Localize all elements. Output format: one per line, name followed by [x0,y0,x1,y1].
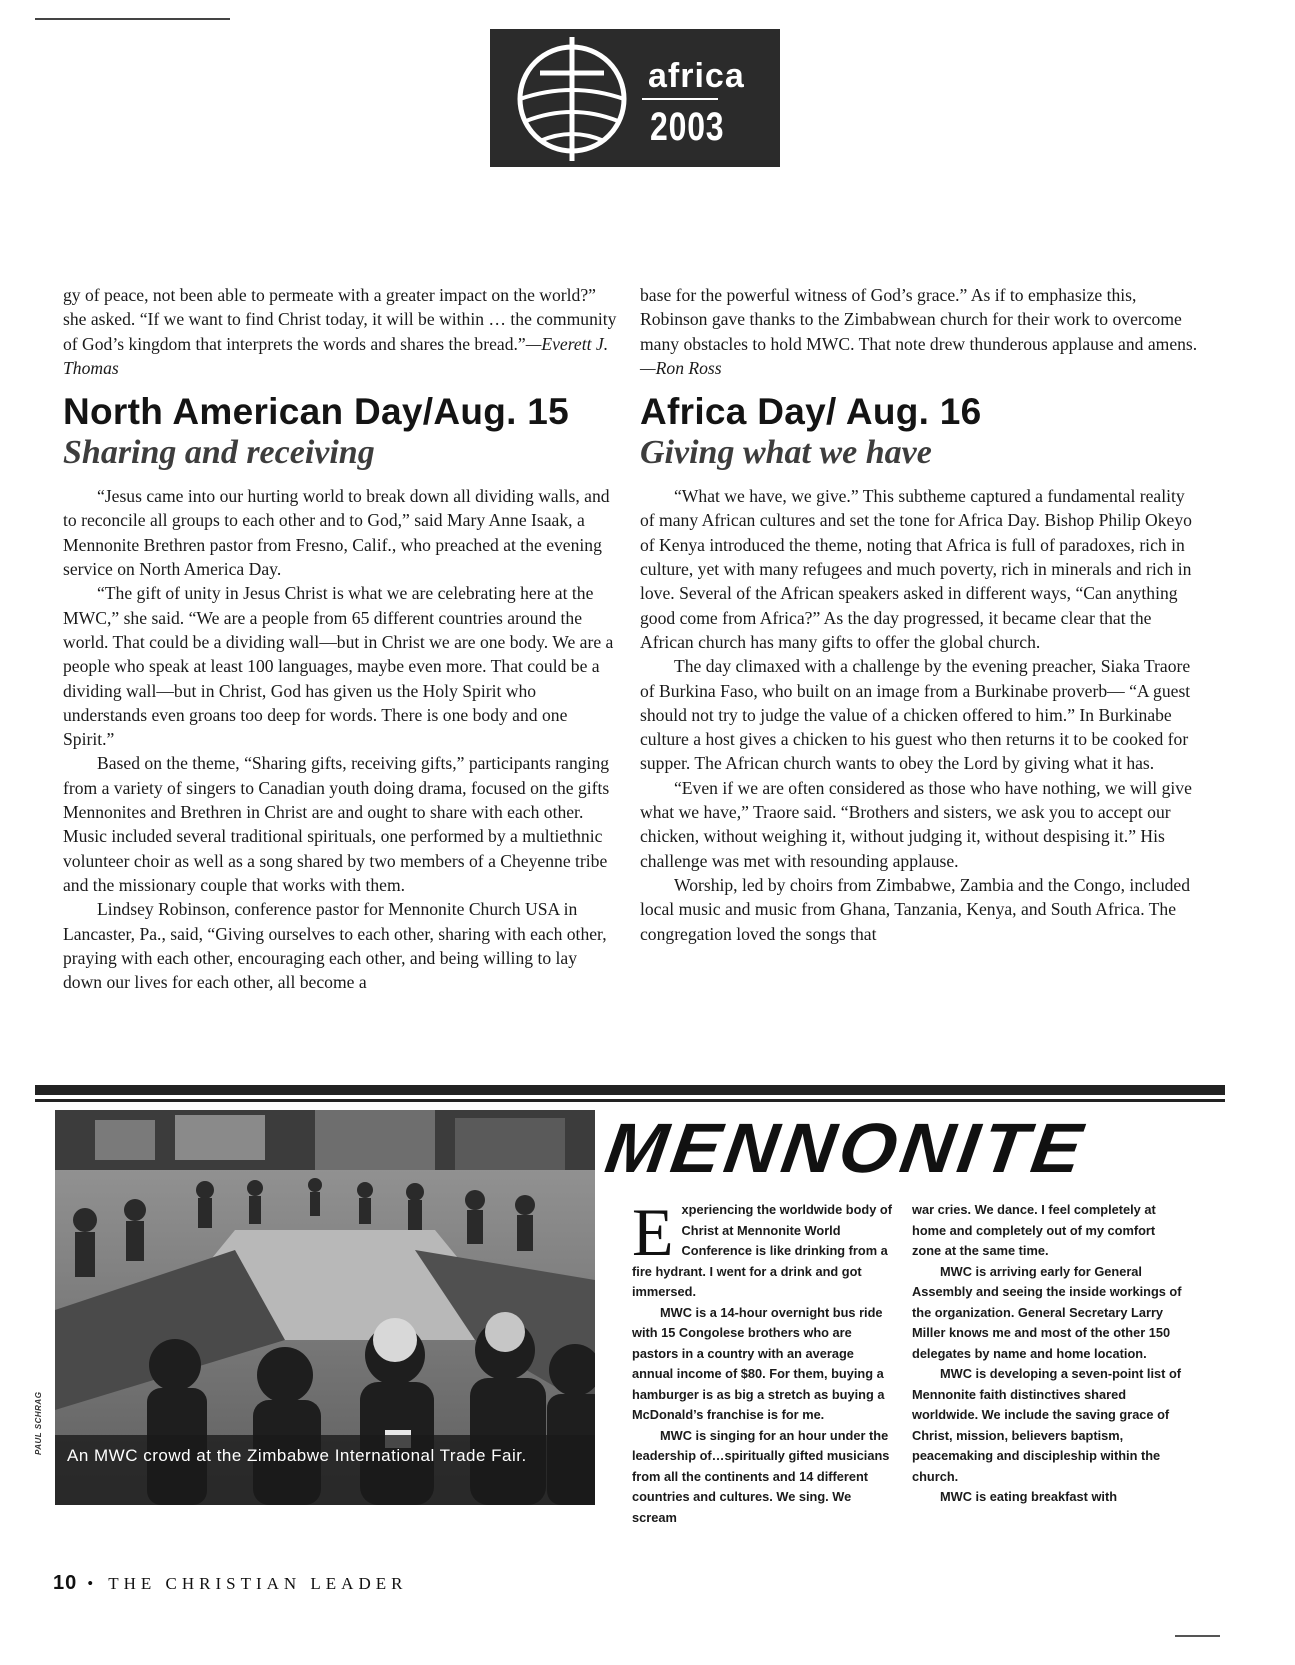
logo-word-africa: africa [648,57,745,95]
sidebar-paragraph: MWC is arriving early for General Assembly and seeing the inside workings of the organization. General Secretary Larry Miller knows me and most of the other 150 delegates by name and home location. [912,1263,1182,1361]
byline-ron-ross: —Ron Ross [640,357,722,378]
sidebar-column-2 [912,1200,1182,1508]
body-paragraph: Lindsey Robinson, conference pastor for Mennonite Church USA in Lancaster, Pa., said, “Giving ourselves to each other, sharing with each other, praying with each other, encouraging each other, and being willing to lay down our lives for each other, all become a [63,899,607,993]
africa-day-heading: Africa Day/ Aug. 16 [640,391,982,433]
sidebar-paragraph: MWC is eating breakfast with [940,1489,1118,1504]
publication-name: THE CHRISTIAN LEADER [108,1574,408,1593]
mwc-crowd-photo [55,1110,595,1505]
body-paragraph: “What we have, we give.” This subtheme captured a fundamental reality of many African cultures and set the tone for Africa Day. Bishop Philip Okeyo of Kenya introduced the theme, noting that Africa is full of paradoxes, rich in culture, yet with many refugees and much poverty, rich in minerals and rich in love. Several of the African speakers asked in different ways, “Can anything good come from Africa?” As the day progressed, it became clear that the African church has many gifts to offer the global church. [640,486,1192,652]
body-paragraph: The day climaxed with a challenge by the evening preacher, Siaka Traore of Burkina Faso, who built on an image from a Burkinabe proverb— “A guest should not try to judge the value of a chicken offered to him.” In Burkinabe culture a host gives a chicken to his guest who then returns it to be cooked for supper. The African church wants to obey the Lord by giving what it has. [640,656,1191,774]
sidebar-first-paragraph [632,1194,894,1303]
page-number: 10 [53,1572,78,1594]
bottom-rule [1175,1635,1220,1637]
section-divider-thick [35,1085,1225,1095]
dropcap-letter: E [632,1194,674,1270]
right-column [640,283,1200,946]
right-intro [640,283,1200,380]
left-column [63,283,618,994]
top-rule [35,18,230,20]
section-divider-thin [35,1099,1225,1102]
north-american-day-heading: North American Day/Aug. 15 [63,391,570,433]
byline-everett-thomas: —Everett J. Thomas [63,333,609,378]
left-intro-text: gy of peace, not been able to permeate with a greater impact on the world?” she asked. “If we want to find Christ today, it will be within … the community of God’s kingdom that interprets the words and shares the bread.” [63,285,617,354]
giving-what-we-have-subheading: Giving what we have [640,434,932,472]
footer-separator: • [87,1574,99,1593]
left-intro [63,283,618,380]
page-footer [53,1572,407,1595]
mennonite-banner: MENNONITE [600,1109,1091,1187]
body-paragraph: Worship, led by choirs from Zimbabwe, Zambia and the Congo, included local music and music from Ghana, Tanzania, Kenya, and South Africa. The congregation loved the songs that [640,874,1191,944]
photo-credit [34,1385,48,1455]
sidebar-paragraph: war cries. We dance. I feel completely at home and completely out of my comfort zone at the same time. [912,1202,1156,1258]
body-paragraph: “Jesus came into our hurting world to break down all dividing walls, and to reconcile all groups to each other and to God,” said Mary Anne Isaak, a Mennonite Brethren pastor from Fresno, Calif., who preached at the evening service on North America Day. [63,486,610,580]
sharing-receiving-subheading: Sharing and receiving [63,434,375,472]
photo-caption: An MWC crowd at the Zimbabwe International Trade Fair. [55,1435,595,1505]
sidebar-column-1 [632,1194,894,1528]
body-paragraph: Based on the theme, “Sharing gifts, receiving gifts,” participants ranging from a variety of singers to Canadian youth doing drama, focused on the gifts Mennonites and Brethren in Christ are and ought to share with each other. Music included several traditional spirituals, one performed by a multiethnic volunteer choir as well as a song shared by two members of a Cheyenne tribe and the missionary couple that works with them. [63,753,610,895]
body-paragraph: “Even if we are often considered as those who have nothing, we will give what we have,” Traore said. “Brothers and sisters, we ask you to accept our chicken, without weighing it, without judging it, without despising it.” His challenge was met with resounding applause. [640,777,1192,871]
globe-cross-icon [490,29,780,167]
photo-credit-text: PAUL SCHRAG [34,1391,43,1455]
right-intro-text: base for the powerful witness of God’s grace.” As if to emphasize this, Robinson gave thanks to the Zimbabwean church for their work to overcome many obstacles to hold MWC. That note drew thunderous applause and amens. [640,285,1198,354]
sidebar-paragraph: MWC is developing a seven-point list of Mennonite faith distinctives shared worldwide. We include the saving grace of Christ, mission, believers baptism, peacemaking and discipleship within the church. [912,1366,1182,1484]
body-paragraph: “The gift of unity in Jesus Christ is what we are celebrating here at the MWC,” she said. “We are a people from 65 different countries around the world. That could be a dividing wall—but in Christ we are one body. We are a people who speak at least 100 languages, maybe even more. That could be a dividing wall—but in Christ, God has given us the Holy Spirit who understands even groans too deep for words. There is one body and one Spirit.” [63,583,614,750]
logo-year: 2003 [650,105,725,149]
sidebar-first-text: xperiencing the worldwide body of Christ at Mennonite World Conference is like drinking from a fire hydrant. I went for a drink and got immersed. [632,1202,893,1299]
sidebar-paragraph: MWC is a 14-hour overnight bus ride with 15 Congolese brothers who are pastors in a country with an average annual income of $80. For them, buying a hamburger is as big a stretch as buying a McDonald’s franchise is for me. [632,1304,885,1422]
sidebar-paragraph: MWC is singing for an hour under the leadership of…spiritually gifted musicians from all the continents and 14 different countries and cultures. We sing. We scream [632,1427,890,1525]
africa-2003-logo [490,29,780,167]
